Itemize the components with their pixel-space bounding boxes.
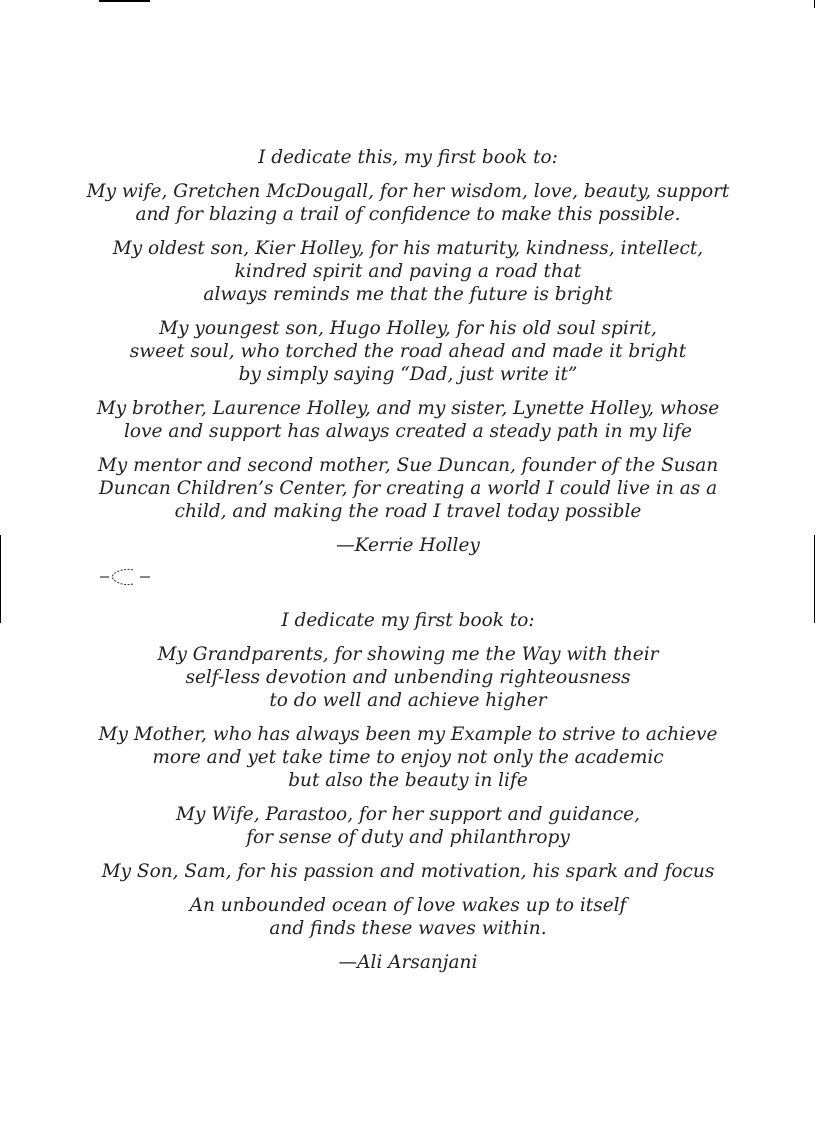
dedication-kerrie-holley bbox=[0, 146, 816, 557]
entry-line: child, and making the road I travel today possible bbox=[174, 501, 642, 522]
entry-line: My mentor and second mother, Sue Duncan, founder of the Susan bbox=[97, 455, 719, 476]
dedication-intro: I dedicate my first book to: bbox=[281, 610, 535, 631]
entry-line: My brother, Laurence Holley, and my sister, Lynette Holley, whose bbox=[96, 398, 720, 419]
dedication-entry bbox=[0, 237, 816, 306]
dedication-entry bbox=[0, 643, 816, 712]
entry-line: always reminds me that the future is bright bbox=[203, 284, 613, 305]
entry-line: My oldest son, Kier Holley, for his maturity, kindness, intellect, bbox=[112, 238, 704, 259]
entry-line: but also the beauty in life bbox=[288, 770, 528, 791]
entry-line: My youngest son, Hugo Holley, for his old soul spirit, bbox=[159, 318, 657, 339]
dedication-entry bbox=[0, 180, 816, 226]
entry-line: for sense of duty and philanthropy bbox=[246, 827, 570, 848]
entry-line: and finds these waves within. bbox=[269, 918, 547, 939]
dedication-signature: —Kerrie Holley bbox=[336, 535, 480, 556]
entry-line: My wife, Gretchen McDougall, for her wisdom, love, beauty, support bbox=[86, 181, 730, 202]
entry-line: love and support has always created a steady path in my life bbox=[124, 421, 692, 442]
dedication-entry bbox=[0, 317, 816, 386]
dedication-entry bbox=[0, 723, 816, 792]
dedication-signature: —Ali Arsanjani bbox=[338, 952, 478, 973]
dedication-entry bbox=[0, 397, 816, 443]
entry-line: My Mother, who has always been my Example to strive to achieve bbox=[98, 724, 718, 745]
entry-line: My Wife, Parastoo, for her support and guidance, bbox=[176, 804, 640, 825]
dedication-entry bbox=[0, 454, 816, 523]
dedication-intro: I dedicate this, my first book to: bbox=[258, 147, 558, 168]
entry-line: by simply saying “Dad, just write it” bbox=[238, 364, 578, 385]
entry-line: My Grandparents, for showing me the Way with their bbox=[157, 644, 659, 665]
crop-mark-right-top bbox=[814, 0, 815, 8]
entry-line: and for blazing a trail of confidence to make this possible. bbox=[135, 204, 681, 225]
entry-line: self-less devotion and unbending righteousness bbox=[185, 667, 631, 688]
entry-line: sweet soul, who torched the road ahead and made it bright bbox=[129, 341, 687, 362]
dedication-entry bbox=[0, 803, 816, 849]
entry-line: Duncan Children’s Center, for creating a world I could live in as a bbox=[98, 478, 718, 499]
entry-line: An unbounded ocean of love wakes up to itself bbox=[189, 895, 627, 916]
ornament-divider-icon bbox=[97, 565, 153, 589]
entry-line: to do well and achieve higher bbox=[269, 690, 547, 711]
dedication-ali-arsanjani bbox=[0, 609, 816, 974]
entry-line: kindred spirit and paving a road that bbox=[234, 261, 582, 282]
dedication-entry bbox=[0, 894, 816, 940]
dedication-entry bbox=[0, 860, 816, 883]
entry-line: more and yet take time to enjoy not only the academic bbox=[152, 747, 664, 768]
crop-mark-top bbox=[99, 0, 150, 2]
entry-line: My Son, Sam, for his passion and motivation, his spark and focus bbox=[101, 861, 715, 882]
